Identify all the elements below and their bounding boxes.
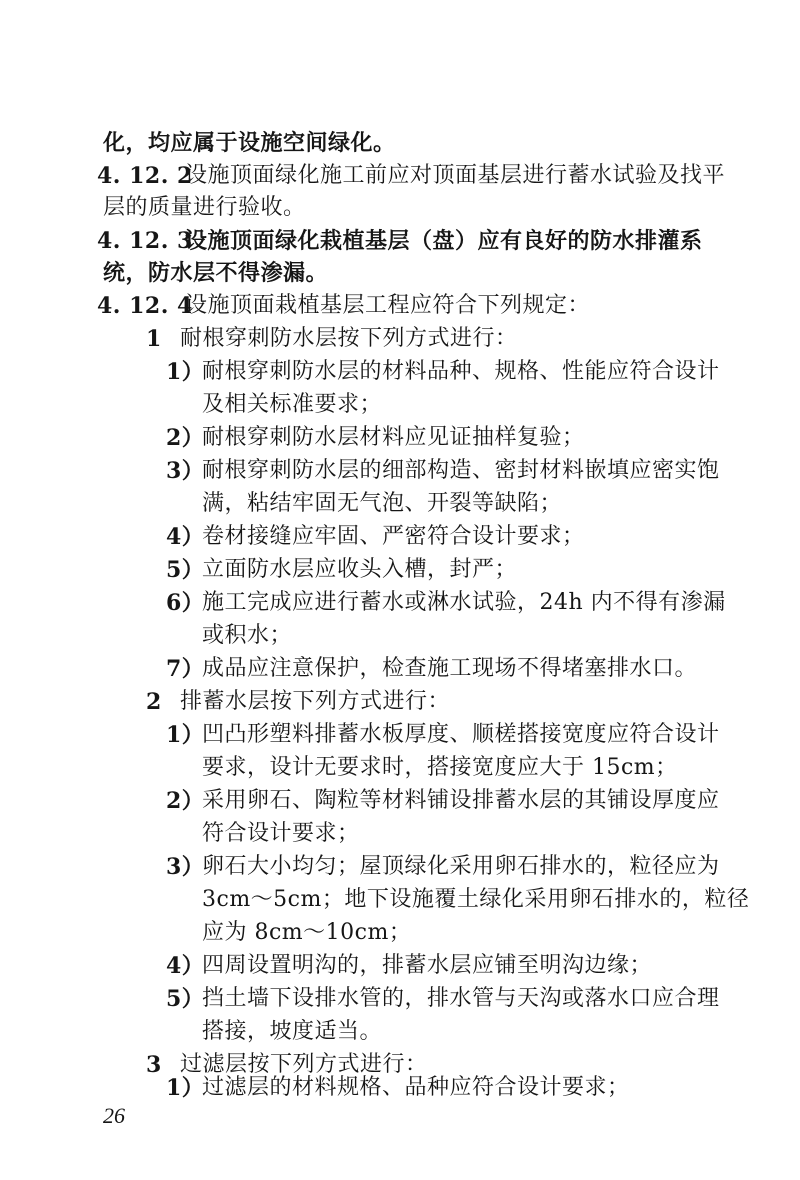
subitem-number: 5） [166,557,205,583]
item-number: 2 [146,689,162,715]
text-line: 及相关标准要求； [202,392,383,417]
page-number: 26 [103,1103,125,1128]
subitem-number: 1） [166,359,205,385]
text-line: 耐根穿刺防水层的材料品种、规格、性能应符合设计 [202,359,720,384]
subitem-number: 1） [166,722,205,748]
text-line: 设施顶面绿化栽植基层（盘）应有良好的防水排灌系 [185,228,703,254]
subitem-number: 4） [166,953,205,979]
subitem-number: 3） [166,458,205,484]
text-line: 要求，设计无要求时，搭接宽度应大于 15cm； [202,755,678,780]
subitem-number: 2） [166,788,205,814]
subitem-number: 5） [166,986,205,1012]
text-line: 3cm～5cm；地下设施覆土绿化采用卵石排水的，粒径 [202,887,750,912]
subitem-number: 7） [166,656,205,682]
text-line: 设施顶面绿化施工前应对顶面基层进行蓄水试验及找平 [185,163,726,188]
text-line: 过滤层按下列方式进行： [180,1052,428,1077]
text-line: 排蓄水层按下列方式进行： [180,689,451,714]
text-line: 符合设计要求； [202,821,360,846]
clause-number: 4. 12. 4 [97,293,193,319]
text-line: 采用卵石、陶粒等材料铺设排蓄水层的其铺设厚度应 [202,788,720,813]
subitem-number: 2） [166,425,205,451]
subitem-number: 4） [166,524,205,550]
text-line: 成品应注意保护，检查施工现场不得堵塞排水口。 [202,656,698,681]
text-line: 满，粘结牢固无气泡、开裂等缺陷； [202,491,563,516]
text-line: 挡土墙下设排水管的，排水管与天沟或落水口应合理 [202,986,720,1011]
clause-number: 4. 12. 3 [97,228,193,254]
text-line: 设施顶面栽植基层工程应符合下列规定： [185,293,591,318]
text-line: 耐根穿刺防水层按下列方式进行： [180,326,518,351]
text-line: 搭接，坡度适当。 [202,1019,383,1044]
text-line: 卵石大小均匀；屋顶绿化采用卵石排水的，粒径应为 [202,854,720,879]
text-line: 四周设置明沟的，排蓄水层应铺至明沟边缘； [202,953,653,978]
text-line: 过滤层的材料规格、品种应符合设计要求； [202,1075,630,1100]
text-line: 或积水； [202,623,293,648]
text-line: 施工完成应进行蓄水或淋水试验，24h 内不得有渗漏 [202,590,726,615]
text-line: 统，防水层不得渗漏。 [103,260,329,286]
text-line: 化，均应属于设施空间绿化。 [103,130,396,156]
item-number: 1 [146,326,162,352]
text-line: 立面防水层应收头入槽，封严； [202,557,518,582]
text-line: 层的质量进行验收。 [103,195,306,220]
text-line: 卷材接缝应牢固、严密符合设计要求； [202,524,585,549]
subitem-number: 6） [166,590,205,616]
text-line: 耐根穿刺防水层的细部构造、密封材料嵌填应密实饱 [202,458,720,483]
subitem-number: 3） [166,854,205,880]
subitem-number: 1） [166,1075,205,1101]
text-line: 耐根穿刺防水层材料应见证抽样复验； [202,425,585,450]
item-number: 3 [146,1052,162,1078]
clause-number: 4. 12. 2 [97,163,193,189]
text-line: 应为 8cm～10cm； [202,920,412,945]
text-line: 凹凸形塑料排蓄水板厚度、顺槎搭接宽度应符合设计 [202,722,720,747]
